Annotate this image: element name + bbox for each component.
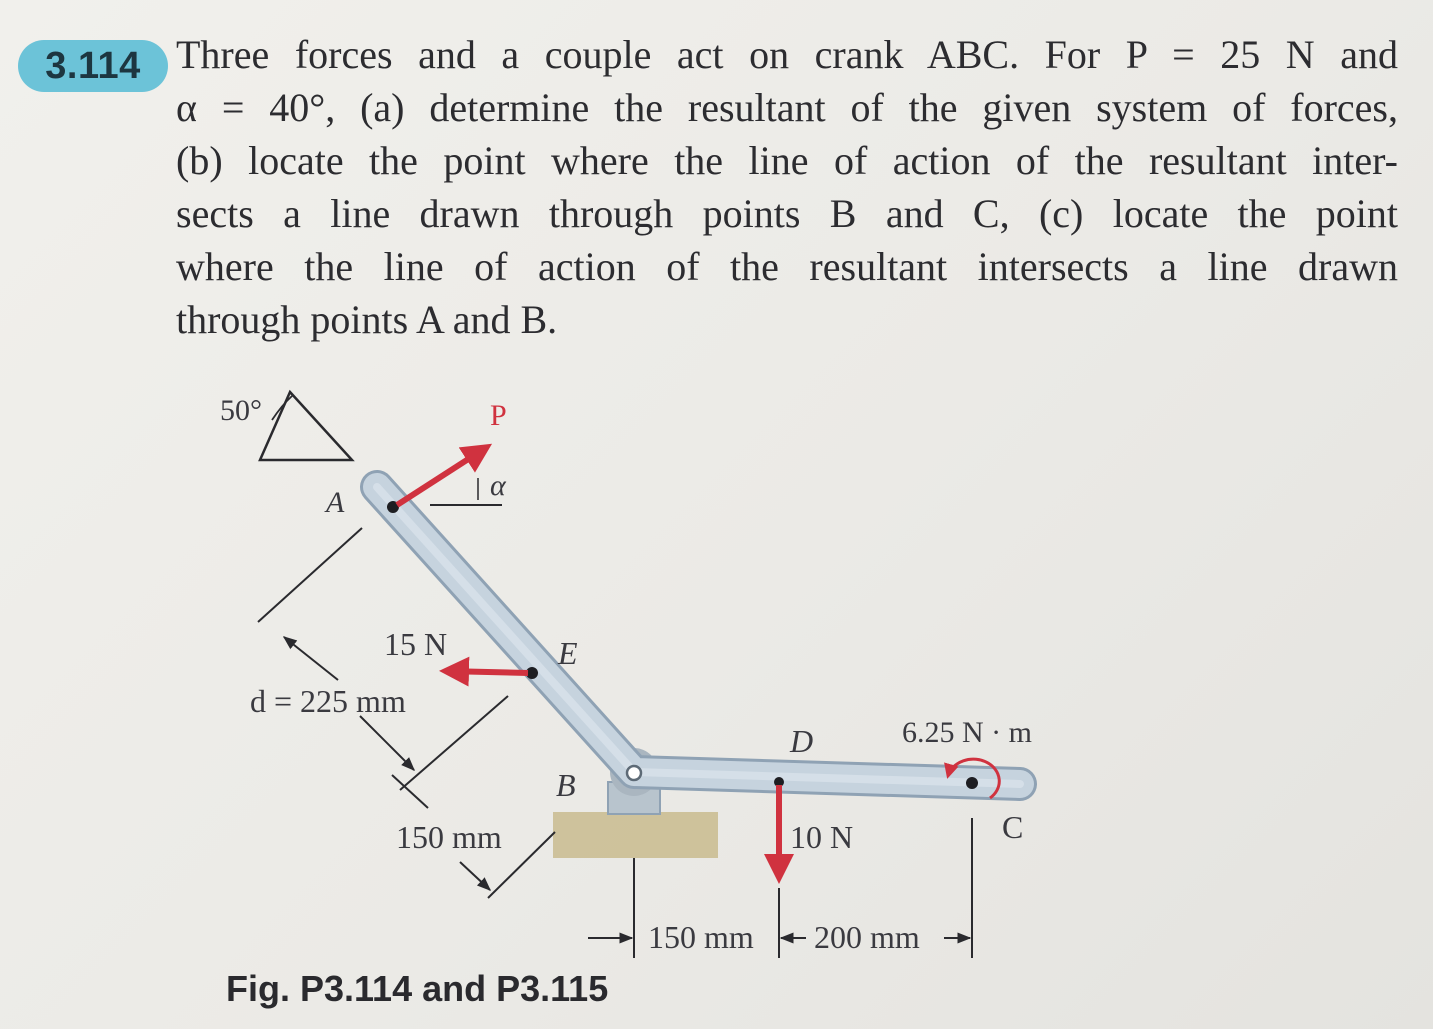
couple-label: 6.25 N · m (902, 716, 1032, 749)
point-c-label: C (1002, 809, 1024, 845)
problem-line-5: where the line of action of the resultant intersects a line drawn (176, 244, 1398, 289)
force-10n-arrow (779, 785, 853, 878)
alpha-label: α (490, 469, 506, 502)
point-e-label: E (558, 635, 578, 671)
angle-50-label: 50° (220, 394, 262, 427)
problem-line-1: Three forces and a couple act on crank ABC. For P = 25 N and (176, 32, 1398, 77)
dimension-150-diagonal (392, 775, 555, 898)
dimension-150-diagonal-label: 150 mm (396, 819, 502, 855)
force-p-arrow (397, 399, 507, 505)
force-15n-label: 15 N (384, 626, 448, 662)
dimension-d-label: d = 225 mm (250, 683, 406, 719)
figure-caption: Fig. P3.114 and P3.115 (226, 968, 609, 1009)
point-c-dot (966, 777, 978, 789)
problem-line-3: (b) locate the point where the line of action of the resultant inter- (176, 138, 1398, 183)
problem-line-4: sects a line drawn through points B and C, (c) locate the point (176, 191, 1398, 236)
problem-line-6: through points A and B. (176, 297, 558, 342)
point-a-label: A (326, 486, 345, 519)
force-p-label: P (490, 399, 507, 432)
crank-figure (0, 360, 1433, 1029)
point-b-label: B (556, 767, 576, 803)
problem-statement (176, 28, 1398, 346)
dimension-150-horizontal-label: 150 mm (648, 919, 754, 955)
problem-number-badge: 3.114 (18, 40, 168, 92)
angle-reference-triangle (220, 392, 352, 460)
force-10n-label: 10 N (790, 819, 854, 855)
point-b-pin (627, 766, 641, 780)
dimension-200-label: 200 mm (814, 919, 920, 955)
point-d-label: D (790, 723, 814, 759)
problem-line-2: α = 40°, (a) determine the resultant of the given system of forces, (176, 85, 1398, 130)
